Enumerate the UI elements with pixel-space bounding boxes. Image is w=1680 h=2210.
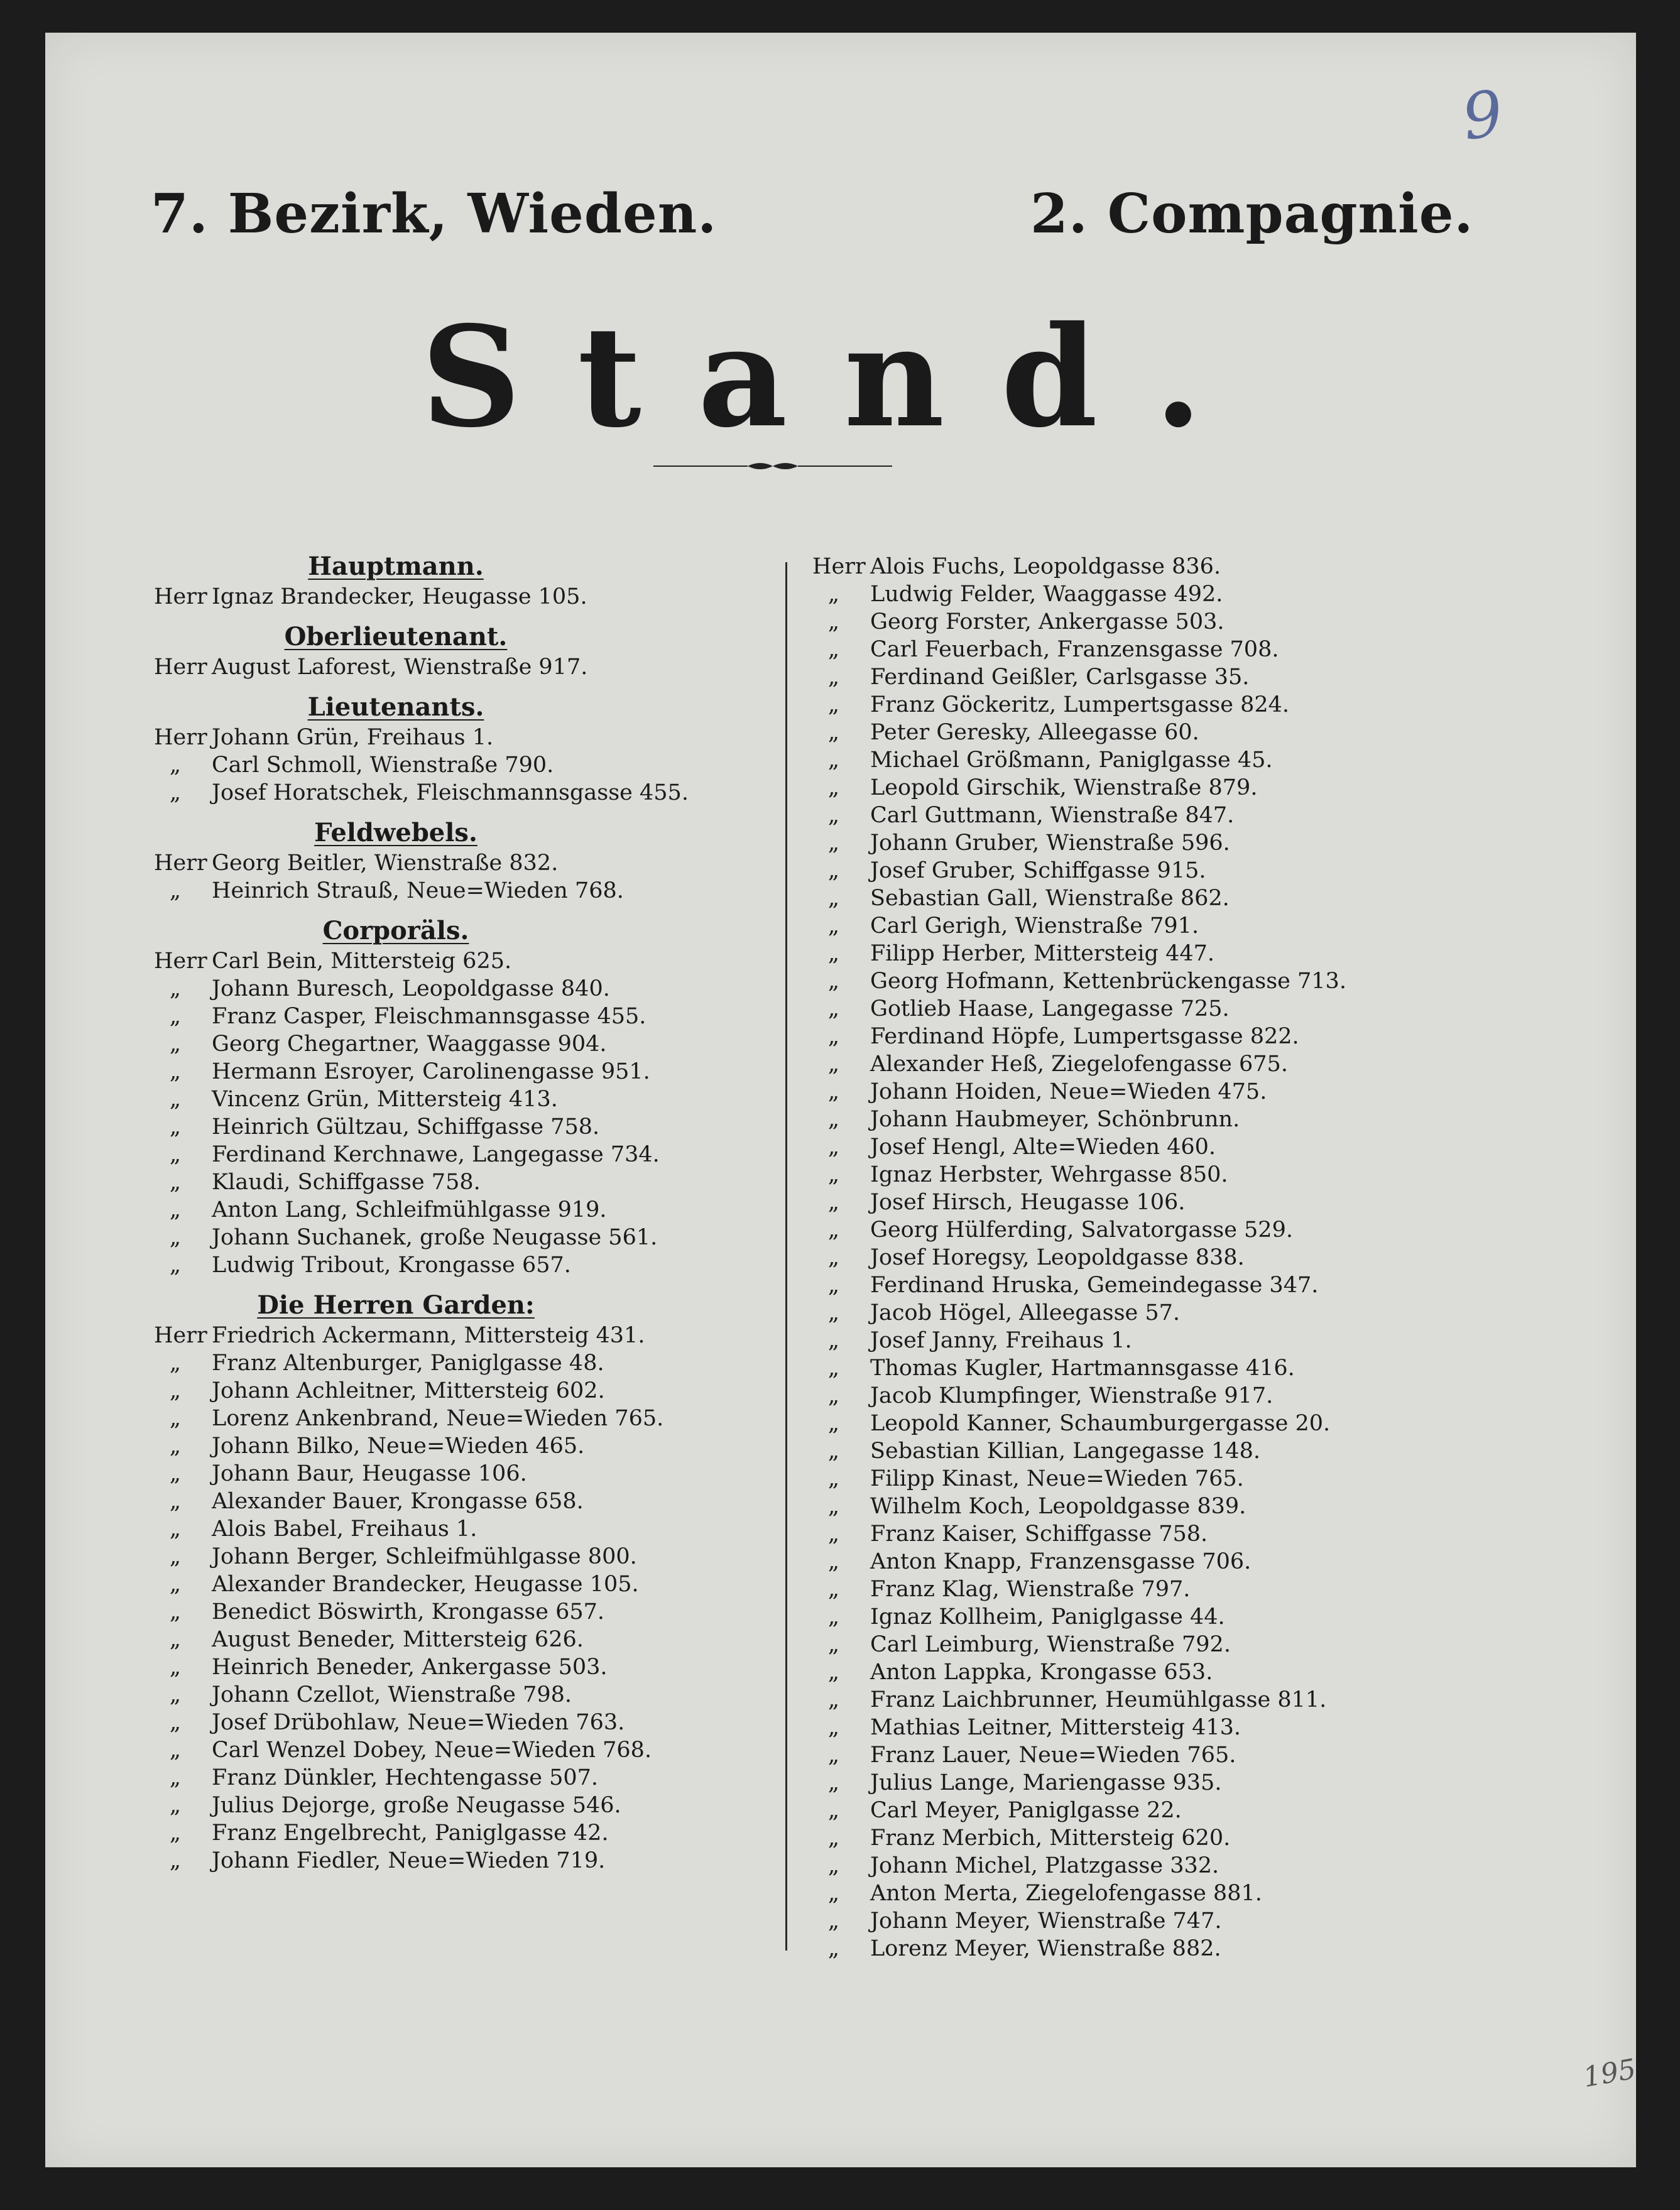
entry-prefix: „	[169, 1461, 182, 1486]
roster-entry	[154, 1086, 776, 1113]
entry-prefix: „	[827, 692, 840, 717]
entry-text: Lorenz Meyer, Wienstraße 882.	[870, 1936, 1221, 1961]
entry-prefix: „	[169, 1434, 182, 1459]
entry-text: Ludwig Tribout, Krongasse 657.	[212, 1253, 571, 1278]
entry-prefix: „	[827, 1770, 840, 1795]
roster-entry	[154, 583, 776, 611]
entry-text: Franz Merbich, Mittersteig 620.	[870, 1826, 1231, 1851]
entry-prefix: „	[169, 1489, 182, 1514]
roster-entry	[154, 1570, 776, 1598]
section-heading: Corporäls.	[322, 916, 469, 945]
entry-text: Johann Haubmeyer, Schönbrunn.	[870, 1107, 1240, 1132]
entry-text: Alexander Bauer, Krongasse 658.	[212, 1489, 584, 1514]
roster-entry	[154, 1251, 776, 1279]
entry-prefix: „	[827, 830, 840, 856]
entry-text: Georg Beitler, Wienstraße 832.	[212, 851, 559, 876]
company-heading: 2. Compagnie.	[1030, 182, 1474, 246]
roster-entry	[154, 1224, 776, 1251]
entry-text: Ignaz Kollheim, Paniglgasse 44.	[870, 1604, 1225, 1630]
entry-prefix: „	[169, 1516, 182, 1542]
entry-text: Alois Fuchs, Leopoldgasse 836.	[870, 554, 1221, 579]
entry-text: Friedrich Ackermann, Mittersteig 431.	[212, 1323, 645, 1348]
entry-text: Heinrich Strauß, Neue=Wieden 768.	[212, 878, 624, 903]
roster-entry	[154, 1626, 776, 1653]
entry-prefix: „	[827, 1881, 840, 1906]
entry-prefix: „	[827, 969, 840, 994]
entry-prefix: Herr	[154, 949, 207, 974]
entry-text: Leopold Kanner, Schaumburgergasse 20.	[870, 1411, 1331, 1436]
entry-prefix: „	[827, 1356, 840, 1381]
entry-text: Johann Baur, Heugasse 106.	[212, 1461, 527, 1486]
roster-entry	[812, 1216, 1378, 1244]
entry-text: Josef Janny, Freihaus 1.	[870, 1328, 1132, 1353]
entry-text: Lorenz Ankenbrand, Neue=Wieden 765.	[212, 1406, 664, 1431]
roster-entry	[154, 1736, 776, 1764]
roster-entry	[154, 1003, 776, 1030]
roster-entry	[812, 940, 1378, 967]
entry-text: Anton Merta, Ziegelofengasse 881.	[870, 1881, 1262, 1906]
roster-entry	[812, 746, 1378, 774]
entry-text: Benedict Böswirth, Krongasse 657.	[212, 1599, 605, 1625]
entry-prefix: „	[827, 1466, 840, 1491]
entry-text: Carl Feuerbach, Franzensgasse 708.	[870, 637, 1279, 662]
entry-text: Josef Hirsch, Heugasse 106.	[870, 1190, 1186, 1215]
entry-prefix: Herr	[154, 725, 207, 750]
entry-prefix: „	[827, 637, 840, 662]
entry-prefix: Herr	[154, 655, 207, 680]
entry-text: Franz Casper, Fleischmannsgasse 455.	[212, 1004, 646, 1029]
entry-prefix: „	[827, 748, 840, 773]
entry-prefix: „	[169, 1765, 182, 1790]
entry-prefix: „	[827, 803, 840, 828]
roster-entry	[812, 1327, 1378, 1354]
roster-entry	[154, 1515, 776, 1543]
roster-entry	[154, 1405, 776, 1432]
entry-text: Carl Leimburg, Wienstraße 792.	[870, 1632, 1231, 1657]
roster-entry	[154, 724, 776, 751]
entry-prefix: „	[827, 1383, 840, 1408]
entry-prefix: „	[169, 1821, 182, 1846]
roster-entry	[154, 877, 776, 905]
roster-entry	[154, 1792, 776, 1819]
roster-entry	[812, 1548, 1378, 1576]
entry-prefix: „	[169, 1406, 182, 1431]
roster-entry	[154, 1709, 776, 1736]
entry-text: Julius Dejorge, große Neugasse 546.	[212, 1793, 621, 1818]
roster-entry	[812, 1935, 1378, 1962]
entry-prefix: „	[827, 1328, 840, 1353]
entry-text: Carl Guttmann, Wienstraße 847.	[870, 803, 1235, 828]
roster-entry	[154, 1432, 776, 1460]
pencil-folio-number: 195	[1581, 2053, 1639, 2094]
roster-entry	[154, 975, 776, 1003]
entry-text: Gotlieb Haase, Langegasse 725.	[870, 996, 1230, 1021]
entry-text: Filipp Herber, Mittersteig 447.	[870, 941, 1215, 966]
column-divider	[785, 562, 787, 1951]
entry-prefix: Herr	[154, 1323, 207, 1348]
entry-prefix: „	[827, 941, 840, 966]
entry-prefix: „	[827, 1439, 840, 1464]
entry-text: Ferdinand Geißler, Carlsgasse 35.	[870, 665, 1250, 690]
roster-entry	[812, 1299, 1378, 1327]
entry-text: Jacob Högel, Alleegasse 57.	[870, 1300, 1181, 1325]
roster-entry	[812, 829, 1378, 857]
entry-text: Ignaz Herbster, Wehrgasse 850.	[870, 1162, 1228, 1187]
entry-prefix: „	[169, 1253, 182, 1278]
entry-prefix: „	[827, 913, 840, 939]
entry-text: Alois Babel, Freihaus 1.	[212, 1516, 477, 1542]
roster-entry	[812, 1493, 1378, 1520]
entry-text: Leopold Girschik, Wienstraße 879.	[870, 775, 1258, 800]
entry-prefix: „	[169, 1738, 182, 1763]
roster-entry	[812, 1714, 1378, 1741]
roster-entry	[812, 1078, 1378, 1106]
roster-entry	[812, 1769, 1378, 1797]
entry-text: Jacob Klumpfinger, Wienstraße 917.	[870, 1383, 1274, 1408]
entry-text: Georg Chegartner, Waaggasse 904.	[212, 1032, 607, 1057]
roster-entry	[812, 608, 1378, 636]
left-column	[154, 553, 776, 1875]
right-column	[812, 553, 1378, 1962]
entry-text: Alexander Heß, Ziegelofengasse 675.	[870, 1052, 1288, 1077]
roster-entry	[812, 1824, 1378, 1852]
roster-entry	[812, 1050, 1378, 1078]
roster-entry	[812, 967, 1378, 995]
entry-prefix: „	[169, 1848, 182, 1873]
entry-prefix: „	[169, 780, 182, 805]
entry-text: August Beneder, Mittersteig 626.	[212, 1627, 584, 1652]
entry-text: Josef Drübohlaw, Neue=Wieden 763.	[212, 1710, 625, 1735]
roster-entry	[154, 1543, 776, 1570]
entry-text: Ferdinand Kerchnawe, Langegasse 734.	[212, 1142, 660, 1167]
section-heading: Lieutenants.	[307, 692, 484, 722]
entry-prefix: „	[827, 1660, 840, 1685]
entry-prefix: „	[827, 1853, 840, 1878]
entry-text: August Laforest, Wienstraße 917.	[212, 655, 588, 680]
entry-text: Johann Czellot, Wienstraße 798.	[212, 1682, 572, 1707]
entry-prefix: „	[827, 582, 840, 607]
entry-text: Georg Hülferding, Salvatorgasse 529.	[870, 1217, 1293, 1243]
roster-entry	[154, 1819, 776, 1847]
roster-entry	[154, 1653, 776, 1681]
roster-entry	[812, 857, 1378, 885]
entry-prefix: „	[827, 1190, 840, 1215]
roster-entry	[812, 1658, 1378, 1686]
roster-entry	[812, 1023, 1378, 1050]
roster-entry	[812, 580, 1378, 608]
roster-entry	[812, 1354, 1378, 1382]
entry-prefix: „	[169, 1599, 182, 1625]
roster-entry	[154, 751, 776, 779]
district-heading: 7. Bezirk, Wieden.	[151, 182, 717, 246]
entry-text: Josef Gruber, Schiffgasse 915.	[870, 858, 1206, 883]
entry-prefix: „	[169, 1114, 182, 1140]
roster-entry	[812, 719, 1378, 746]
entry-text: Franz Göckeritz, Lumpertsgasse 824.	[870, 692, 1290, 717]
roster-entry	[812, 1603, 1378, 1631]
entry-text: Wilhelm Koch, Leopoldgasse 839.	[870, 1494, 1246, 1519]
entry-text: Johann Buresch, Leopoldgasse 840.	[212, 976, 610, 1001]
entry-text: Carl Wenzel Dobey, Neue=Wieden 768.	[212, 1738, 652, 1763]
entry-text: Carl Meyer, Paniglgasse 22.	[870, 1798, 1182, 1823]
entry-text: Johann Gruber, Wienstraße 596.	[870, 830, 1230, 856]
entry-text: Hermann Esroyer, Carolinengasse 951.	[212, 1059, 650, 1084]
page-title: Stand.	[421, 295, 1259, 458]
entry-prefix: „	[827, 1107, 840, 1132]
entry-text: Anton Knapp, Franzensgasse 706.	[870, 1549, 1252, 1574]
entry-text: Georg Hofmann, Kettenbrückengasse 713.	[870, 969, 1346, 994]
entry-prefix: „	[169, 1544, 182, 1569]
entry-text: Anton Lang, Schleifmühlgasse 919.	[212, 1197, 607, 1222]
entry-text: Johann Bilko, Neue=Wieden 465.	[212, 1434, 585, 1459]
entry-text: Sebastian Gall, Wienstraße 862.	[870, 886, 1230, 911]
entry-text: Josef Horegsy, Leopoldgasse 838.	[870, 1245, 1245, 1270]
entry-text: Michael Größmann, Paniglgasse 45.	[870, 748, 1273, 773]
entry-prefix: „	[827, 1273, 840, 1298]
roster-entry	[812, 663, 1378, 691]
entry-text: Johann Hoiden, Neue=Wieden 475.	[870, 1079, 1267, 1104]
entry-prefix: „	[827, 1798, 840, 1823]
roster-entry	[154, 1322, 776, 1349]
entry-text: Vincenz Grün, Mittersteig 413.	[212, 1087, 558, 1112]
roster-entry	[154, 1847, 776, 1875]
roster-entry	[812, 1410, 1378, 1437]
roster-entry	[812, 1189, 1378, 1216]
entry-text: Mathias Leitner, Mittersteig 413.	[870, 1715, 1241, 1740]
entry-prefix: „	[169, 1793, 182, 1818]
entry-prefix: „	[827, 1549, 840, 1574]
entry-text: Julius Lange, Mariengasse 935.	[870, 1770, 1222, 1795]
roster-entry	[812, 1741, 1378, 1769]
entry-prefix: „	[827, 1936, 840, 1961]
section-heading: Hauptmann.	[308, 552, 484, 581]
roster-entry	[812, 1631, 1378, 1658]
entry-prefix: „	[169, 1142, 182, 1167]
entry-prefix: „	[169, 1351, 182, 1376]
entry-text: Johann Fiedler, Neue=Wieden 719.	[212, 1848, 606, 1873]
entry-text: Anton Lappka, Krongasse 653.	[870, 1660, 1213, 1685]
roster-entry	[154, 1764, 776, 1792]
entry-text: Johann Achleitner, Mittersteig 602.	[212, 1378, 605, 1403]
roster-entry	[812, 1244, 1378, 1271]
roster-entry	[812, 1686, 1378, 1714]
entry-text: Carl Bein, Mittersteig 625.	[212, 949, 512, 974]
entry-text: Carl Schmoll, Wienstraße 790.	[212, 753, 554, 778]
entry-prefix: „	[169, 1170, 182, 1195]
entry-text: Georg Forster, Ankergasse 503.	[870, 609, 1225, 634]
entry-text: Franz Altenburger, Paniglgasse 48.	[212, 1351, 604, 1376]
roster-entry	[154, 1488, 776, 1515]
roster-entry	[812, 1520, 1378, 1548]
roster-entry	[154, 1030, 776, 1058]
entry-text: Franz Klag, Wienstraße 797.	[870, 1577, 1191, 1602]
entry-prefix: „	[827, 1577, 840, 1602]
entry-prefix: „	[827, 1715, 840, 1740]
entry-text: Heinrich Beneder, Ankergasse 503.	[212, 1655, 608, 1680]
roster-entry	[154, 1196, 776, 1224]
entry-text: Filipp Kinast, Neue=Wieden 765.	[870, 1466, 1244, 1491]
roster-entry	[812, 1106, 1378, 1133]
entry-text: Heinrich Gültzau, Schiffgasse 758.	[212, 1114, 600, 1140]
entry-prefix: „	[827, 1024, 840, 1049]
entry-text: Johann Meyer, Wienstraße 747.	[870, 1908, 1222, 1934]
roster-entry	[154, 849, 776, 877]
entry-text: Johann Michel, Platzgasse 332.	[870, 1853, 1219, 1878]
entry-prefix: „	[169, 1087, 182, 1112]
entry-prefix: „	[827, 1079, 840, 1104]
entry-prefix: „	[827, 1411, 840, 1436]
entry-text: Franz Engelbrecht, Paniglgasse 42.	[212, 1821, 609, 1846]
roster-entry	[154, 1168, 776, 1196]
entry-prefix: „	[827, 1217, 840, 1243]
entry-prefix: „	[169, 1572, 182, 1597]
entry-prefix: „	[169, 878, 182, 903]
roster-entry	[812, 774, 1378, 802]
entry-text: Johann Suchanek, große Neugasse 561.	[212, 1225, 658, 1250]
roster-entry	[154, 1377, 776, 1405]
entry-prefix: „	[827, 996, 840, 1021]
entry-text: Peter Geresky, Alleegasse 60.	[870, 720, 1199, 745]
roster-entry	[812, 885, 1378, 912]
entry-prefix: „	[827, 858, 840, 883]
entry-prefix: Herr	[812, 554, 866, 579]
roster-entry	[812, 912, 1378, 940]
entry-prefix: „	[169, 1004, 182, 1029]
entry-prefix: „	[827, 1687, 840, 1712]
entry-prefix: „	[827, 1135, 840, 1160]
entry-text: Thomas Kugler, Hartmannsgasse 416.	[870, 1356, 1295, 1381]
entry-prefix: „	[827, 775, 840, 800]
entry-text: Ferdinand Höpfe, Lumpertsgasse 822.	[870, 1024, 1299, 1049]
entry-text: Ludwig Felder, Waaggasse 492.	[870, 582, 1223, 607]
entry-text: Franz Dünkler, Hechtengasse 507.	[212, 1765, 599, 1790]
roster-entry	[812, 1133, 1378, 1161]
entry-prefix: „	[169, 1059, 182, 1084]
roster-entry	[154, 1141, 776, 1168]
entry-prefix: „	[827, 1245, 840, 1270]
entry-prefix: „	[169, 753, 182, 778]
entry-prefix: „	[169, 1197, 182, 1222]
roster-entry	[812, 1797, 1378, 1824]
entry-prefix: „	[827, 1162, 840, 1187]
roster-entry	[154, 1598, 776, 1626]
roster-entry	[812, 1271, 1378, 1299]
entry-prefix: „	[827, 609, 840, 634]
entry-prefix: „	[169, 1655, 182, 1680]
entry-prefix: „	[169, 1627, 182, 1652]
entry-prefix: Herr	[154, 851, 207, 876]
entry-prefix: „	[827, 1521, 840, 1547]
section-heading: Oberlieutenant.	[284, 622, 508, 651]
entry-prefix: „	[827, 720, 840, 745]
roster-entry	[812, 636, 1378, 663]
entry-prefix: „	[827, 1052, 840, 1077]
roster-entry	[154, 1113, 776, 1141]
roster-entry	[154, 1349, 776, 1377]
pencil-page-number: 9	[1458, 76, 1508, 155]
roster-entry	[812, 1437, 1378, 1465]
entry-prefix: „	[827, 1908, 840, 1934]
entry-prefix: „	[827, 1494, 840, 1519]
roster-entry	[812, 802, 1378, 829]
entry-text: Franz Laichbrunner, Heumühlgasse 811.	[870, 1687, 1327, 1712]
entry-text: Franz Kaiser, Schiffgasse 758.	[870, 1521, 1208, 1547]
roster-entry	[812, 1382, 1378, 1410]
entry-prefix: Herr	[154, 584, 207, 609]
roster-entry	[812, 691, 1378, 719]
roster-entry	[812, 1576, 1378, 1603]
entry-prefix: „	[827, 1743, 840, 1768]
entry-prefix: „	[827, 1604, 840, 1630]
entry-text: Franz Lauer, Neue=Wieden 765.	[870, 1743, 1236, 1768]
entry-text: Klaudi, Schiffgasse 758.	[212, 1170, 481, 1195]
roster-entry	[812, 995, 1378, 1023]
entry-prefix: „	[169, 1032, 182, 1057]
entry-prefix: „	[827, 1300, 840, 1325]
entry-text: Carl Gerigh, Wienstraße 791.	[870, 913, 1199, 939]
entry-text: Johann Berger, Schleifmühlgasse 800.	[212, 1544, 637, 1569]
entry-prefix: „	[169, 1225, 182, 1250]
entry-prefix: „	[169, 1682, 182, 1707]
roster-entry	[154, 947, 776, 975]
roster-entry	[812, 1161, 1378, 1189]
entry-prefix: „	[827, 665, 840, 690]
roster-entry	[812, 1852, 1378, 1880]
roster-entry	[154, 1681, 776, 1709]
entry-text: Ignaz Brandecker, Heugasse 105.	[212, 584, 587, 609]
roster-entry	[812, 1465, 1378, 1493]
entry-prefix: „	[169, 976, 182, 1001]
roster-entry	[812, 1880, 1378, 1907]
ornament-divider	[653, 459, 892, 474]
entry-text: Johann Grün, Freihaus 1.	[212, 725, 494, 750]
entry-text: Josef Hengl, Alte=Wieden 460.	[870, 1135, 1216, 1160]
roster-entry	[154, 1058, 776, 1086]
section-heading: Die Herren Garden:	[257, 1290, 535, 1320]
roster-entry	[812, 553, 1378, 580]
entry-prefix: „	[827, 1826, 840, 1851]
entry-text: Josef Horatschek, Fleischmannsgasse 455.	[212, 780, 689, 805]
roster-entry	[812, 1907, 1378, 1935]
roster-entry	[154, 779, 776, 807]
entry-prefix: „	[169, 1710, 182, 1735]
entry-text: Ferdinand Hruska, Gemeindegasse 347.	[870, 1273, 1319, 1298]
section-heading: Feldwebels.	[314, 818, 477, 847]
entry-text: Alexander Brandecker, Heugasse 105.	[212, 1572, 639, 1597]
entry-prefix: „	[827, 1632, 840, 1657]
roster-entry	[154, 653, 776, 681]
entry-prefix: „	[169, 1378, 182, 1403]
entry-prefix: „	[827, 886, 840, 911]
entry-text: Sebastian Killian, Langegasse 148.	[870, 1439, 1261, 1464]
roster-entry	[154, 1460, 776, 1488]
